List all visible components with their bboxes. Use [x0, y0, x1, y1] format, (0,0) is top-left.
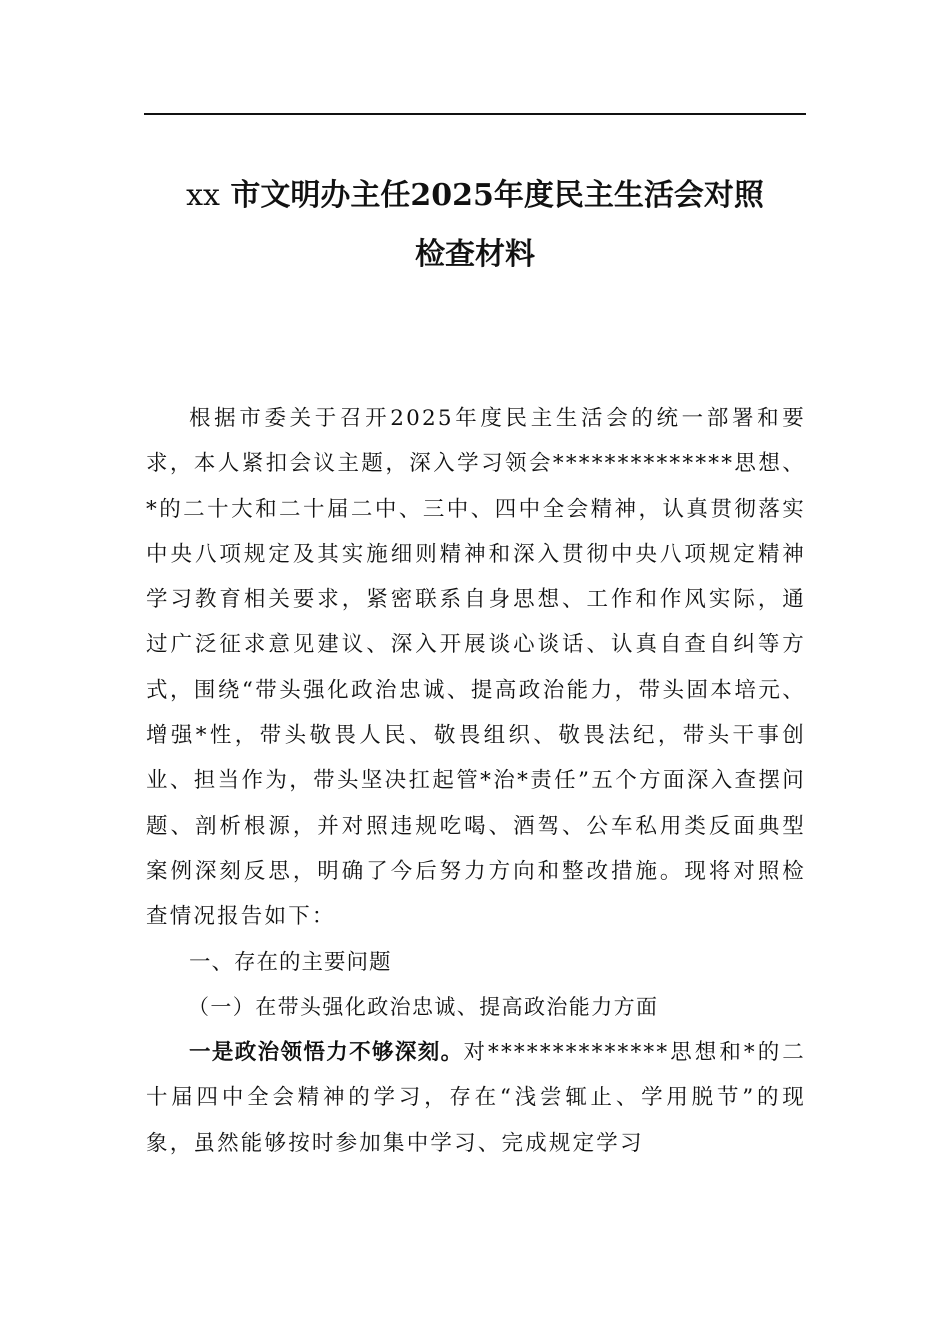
intro-paragraph: 根据市委关于召开2025年度民主生活会的统一部署和要求，本人紧扣会议主题，深入学习领会**************思想、*的二十大和二十届二中、三中、四中全会精神，认真贯彻落实中央八项规定及其实施细则精神和深入贯彻中央八项规定精神学习教育相关要求，紧密联系自身思想、工作和作风实际，通过广泛征求意见建议、深入开展谈心谈话、认真自查自纠等方式，围绕“带头强化政治忠诚、提高政治能力，带头固本培元、增强*性，带头敬畏人民、敬畏组织、敬畏法纪，带头干事创业、担当作为，带头坚决扛起管*治*责任”五个方面深入查摆问题、剖析根源，并对照违规吃喝、酒驾、公车私用类反面典型案例深刻反思，明确了今后努力方向和整改措施。现将对照检查情况报告如下：	[146, 406, 806, 930]
point-paragraph	[146, 1030, 806, 1166]
title-line-2: 检查材料	[415, 237, 535, 272]
title-main: 市文明办主任2025年度民主生活会对照	[230, 178, 764, 213]
section-heading: 一、存在的主要问题	[189, 949, 392, 975]
document-body	[146, 396, 806, 1166]
point-lead: 一是政治领悟力不够深刻。	[189, 1040, 464, 1066]
header-rule	[144, 113, 806, 115]
point-text: 对**************思想和*的二十届四中全会精神的学习，存在“浅尝辄止、学用脱节”的现象，虽然能够按时参加集中学习、完成规定学习	[146, 1040, 806, 1156]
title-line-1	[140, 166, 810, 225]
subsection-heading: （一）在带头强化政治忠诚、提高政治能力方面	[188, 994, 659, 1019]
title-prefix: xx	[186, 178, 220, 213]
document-title	[140, 166, 810, 284]
